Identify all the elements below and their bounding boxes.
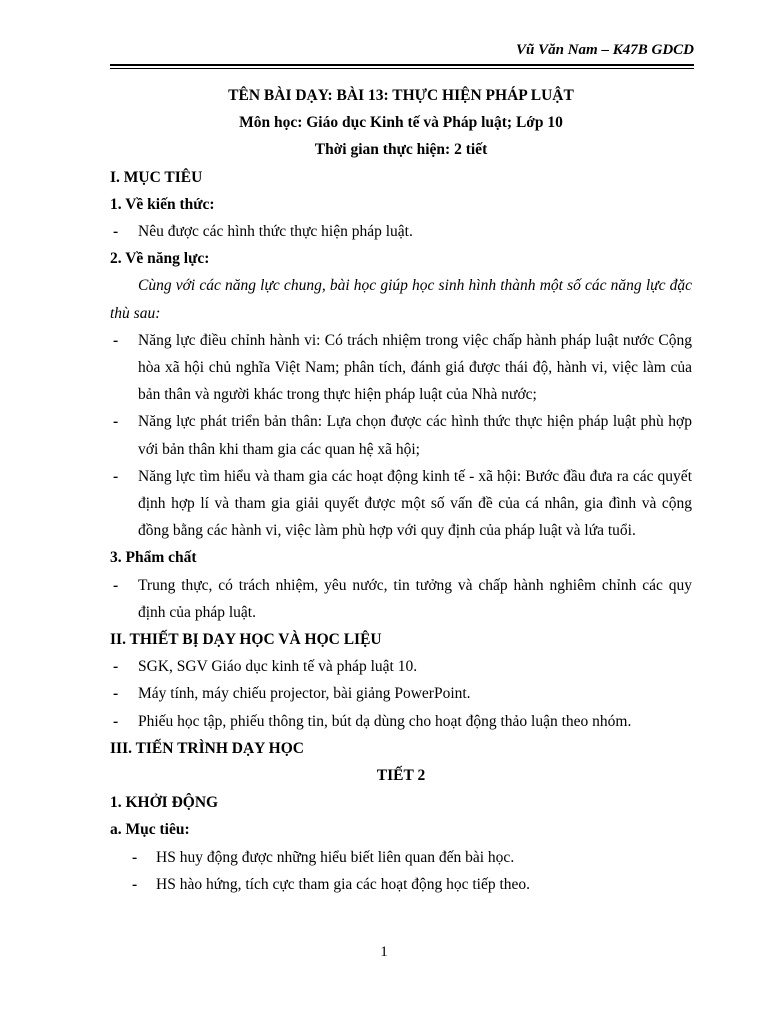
qualities-heading: 3. Phẩm chất (110, 549, 197, 567)
equipment-heading: II. THIẾT BỊ DẠY HỌC VÀ HỌC LIỆU (110, 631, 382, 649)
qualities-list (110, 572, 692, 626)
bullet-dash: - (132, 848, 138, 866)
list-item: - Phiếu học tập, phiếu thông tin, bút dạ dùng cho hoạt động thảo luận theo nhóm. (110, 708, 692, 735)
bullet-dash: - (113, 685, 119, 703)
list-item: - Năng lực điều chỉnh hành vi: Có trách nhiệm trong việc chấp hành pháp luật nước Cộng hòa xã hội chủ nghĩa Việt Nam; phân tích, đánh giá được thái độ, hành vi, việc làm của bản thân và người khác trong thực hiện pháp luật của Nhà nước; (110, 327, 692, 409)
competence-heading: 2. Về năng lực: (110, 250, 210, 268)
page-number: 1 (380, 944, 388, 960)
lesson-title: TÊN BÀI DẠY: BÀI 13: THỰC HIỆN PHÁP LUẬT (228, 87, 574, 104)
aim-heading: a. Mục tiêu: (110, 821, 190, 839)
list-item: - Máy tính, máy chiếu projector, bài giảng PowerPoint. (110, 680, 692, 707)
subject-line: Môn học: Giáo dục Kinh tế và Pháp luật; Lớp 10 (239, 114, 563, 132)
header-rule-thin (110, 68, 694, 69)
list-item: - Nêu được các hình thức thực hiện pháp luật. (110, 218, 692, 245)
list-item: - Trung thực, có trách nhiệm, yêu nước, tin tưởng và chấp hành nghiêm chỉnh các quy định của pháp luật. (110, 572, 692, 626)
list-item: - HS hào hứng, tích cực tham gia các hoạt động học tiếp theo. (110, 871, 692, 898)
aim-list (110, 844, 692, 898)
bullet-dash: - (113, 413, 119, 431)
warmup-heading: 1. KHỞI ĐỘNG (110, 794, 219, 812)
competence-list (110, 327, 692, 545)
list-item: - SGK, SGV Giáo dục kinh tế và pháp luật 10. (110, 653, 692, 680)
section-objectives-heading: I. MỤC TIÊU (110, 168, 203, 186)
equipment-list (110, 653, 692, 735)
list-item: - HS huy động được những hiểu biết liên quan đến bài học. (110, 844, 692, 871)
bullet-dash: - (113, 576, 119, 594)
bullet-dash: - (113, 331, 119, 349)
knowledge-list (110, 218, 692, 245)
bullet-dash: - (132, 875, 138, 893)
bullet-dash: - (113, 223, 119, 241)
duration-line: Thời gian thực hiện: 2 tiết (314, 141, 488, 159)
header-rule-thick (110, 64, 694, 66)
list-item: - Năng lực tìm hiểu và tham gia các hoạt động kinh tế - xã hội: Bước đầu đưa ra các quyết định hợp lí và tham gia giải quyết được một số vấn đề của cá nhân, gia đình và cộng đồng bằng các hành vi, việc làm phù hợp với quy định của pháp luật và lứa tuổi. (110, 463, 692, 545)
document-body (110, 82, 692, 898)
process-heading: III. TIẾN TRÌNH DẠY HỌC (110, 739, 304, 757)
knowledge-heading: 1. Về kiến thức: (110, 195, 215, 213)
bullet-dash: - (113, 467, 119, 485)
bullet-dash: - (113, 658, 119, 676)
bullet-dash: - (113, 712, 119, 730)
period-heading: TIẾT 2 (376, 767, 426, 785)
competence-intro: Cùng với các năng lực chung, bài học giúp học sinh hình thành một số các năng lực đặc thù sau: (110, 277, 692, 322)
running-header: Vũ Văn Nam – K47B GDCD (516, 42, 694, 58)
list-item: - Năng lực phát triển bản thân: Lựa chọn được các hình thức thực hiện pháp luật phù hợp với bản thân khi tham gia các quan hệ xã hội; (110, 408, 692, 462)
